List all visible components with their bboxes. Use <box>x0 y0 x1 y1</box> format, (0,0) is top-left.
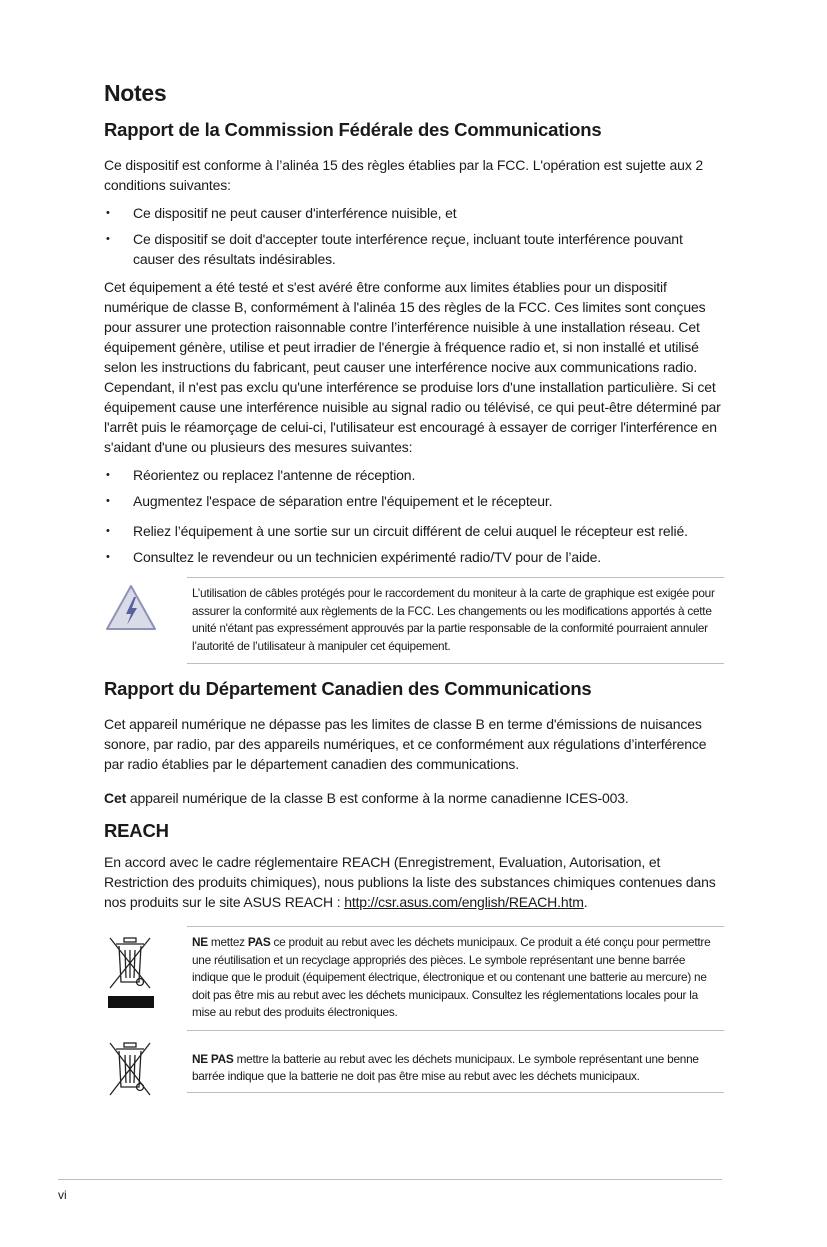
product-disposal-note <box>104 926 724 1031</box>
fcc-intro: Ce dispositif est conforme à l’alinéa 15 des règles établies par la FCC. L'opération est sujette aux 2 conditions suivantes: <box>104 157 704 193</box>
ices-statement <box>104 788 724 808</box>
battery-disposal-note <box>104 1031 724 1101</box>
fcc-conditions-list <box>104 203 724 269</box>
reach-text: En accord avec le cadre réglementaire REACH (Enregistrement, Evaluation, Autorisation, et Restriction des produits chimiques), nous publions la liste des substances chimiques contenues dans nos produits sur le site ASUS REACH : <box>104 854 716 910</box>
pas-bold: PAS <box>247 935 271 949</box>
fcc-body: Cet équipement a été testé et s'est avéré être conforme aux limites établies pour un dispositif numérique de classe B, conformément à l'alinéa 15 des règles de la FCC. Ces limites sont conçues pour assurer une protection raisonnable contre l’interférence nuisible à une installation réseau. Cet équipement génère, utilise et peut irradier de l'énergie à fréquence radio et, si non installé et utilisé selon les instructions du fabricant, peut causer une interférence nocive aux communications radio. Cependant, il n'est pas exclu qu'une interférence se produise lors d'une installation particulière. Si cet équipement cause une interférence nuisible au signal radio ou télévisé, ce qui peut-être déterminé par l'arrêt puis le réamorçage de celui-ci, l'utilisateur est encouragé à essayer de corriger l'interférence en s'aidant d'une ou plusieurs des mesures suivantes: <box>104 279 721 455</box>
reach-period: . <box>583 894 588 910</box>
reach-body <box>104 852 724 912</box>
list-item: • Ce dispositif se doit d'accepter toute interférence reçue, incluant toute interférence pouvant causer des résultats indésirables. <box>104 229 724 269</box>
warning-note-text: L’utilisation de câbles protégés pour le raccordement du moniteur à la carte de graphique est exigée pour assurer la conformité aux règlements de la FCC. Les changements ou les modifications apportés à cette unité n'étant pas expressément approuvés par la partie responsable de la conformité pourraient annuler l’autorité de l’utilisateur à manipuler cet équipement. <box>187 577 724 664</box>
reach-link[interactable]: http://csr.asus.com/english/REACH.htm <box>344 894 584 910</box>
mettez-text: mettez <box>207 935 248 949</box>
list-item: • Augmentez l'espace de séparation entre l'équipement et le récepteur. <box>104 491 724 511</box>
ne-bold: NE <box>192 935 208 949</box>
reach-heading: REACH <box>104 820 169 841</box>
crossed-bin-icon <box>106 934 156 1015</box>
page-content <box>104 80 724 1109</box>
canada-heading: Rapport du Département Canadien des Communications <box>104 678 592 699</box>
page-number: vi <box>58 1188 67 1202</box>
list-item: • Consultez le revendeur ou un technicien expérimenté radio/TV pour de l’aide. <box>104 547 724 567</box>
canada-body: Cet appareil numérique ne dépasse pas les limites de classe B en terme d'émissions de nuisances sonore, par radio, par des appareils numériques, et ce conformément aux régulations d’interférence par radio établies par le département canadien des communications. <box>104 716 707 772</box>
list-item: • Ce dispositif ne peut causer d'interférence nuisible, et <box>104 203 724 223</box>
list-item: • Reliez l’équipement à une sortie sur un circuit différent de celui auquel le récepteur est relié. <box>104 521 724 541</box>
product-disposal-body: ce produit au rebut avec les déchets municipaux. Ce produit a été conçu pour permettre une réutilisation et un recyclage appropriés des pièces. Le symbole représentant une benne barrée indique que le produit (équipement électrique, électronique et ou contenant une batterie au mercure) ne doit pas être mis au rebut avec les déchets municipaux. Consultez les réglementations locales pour la mise au rebut des produits électroniques. <box>192 935 711 1019</box>
ne-pas-bold: NE PAS <box>192 1051 234 1066</box>
list-item: • Réorientez ou replacez l'antenne de réception. <box>104 465 724 485</box>
fcc-heading: Rapport de la Commission Fédérale des Communications <box>104 119 602 140</box>
ices-text: appareil numérique de la classe B est conforme à la norme canadienne ICES-003. <box>126 790 629 806</box>
warning-note <box>104 577 724 664</box>
page-title: Notes <box>104 80 167 106</box>
battery-disposal-text <box>187 1031 724 1093</box>
crossed-bin-battery-icon <box>106 1039 156 1104</box>
product-disposal-text <box>187 926 724 1031</box>
fcc-measures-list <box>104 465 724 567</box>
ices-bold: Cet <box>104 790 127 806</box>
battery-disposal-body: mettre la batterie au rebut avec les déchets municipaux. Le symbole représentant une benne barrée indique que la batterie ne doit pas être mise au rebut avec les déchets municipaux. <box>192 1051 699 1083</box>
footer-divider <box>58 1179 722 1180</box>
warning-lightning-icon <box>104 583 158 638</box>
